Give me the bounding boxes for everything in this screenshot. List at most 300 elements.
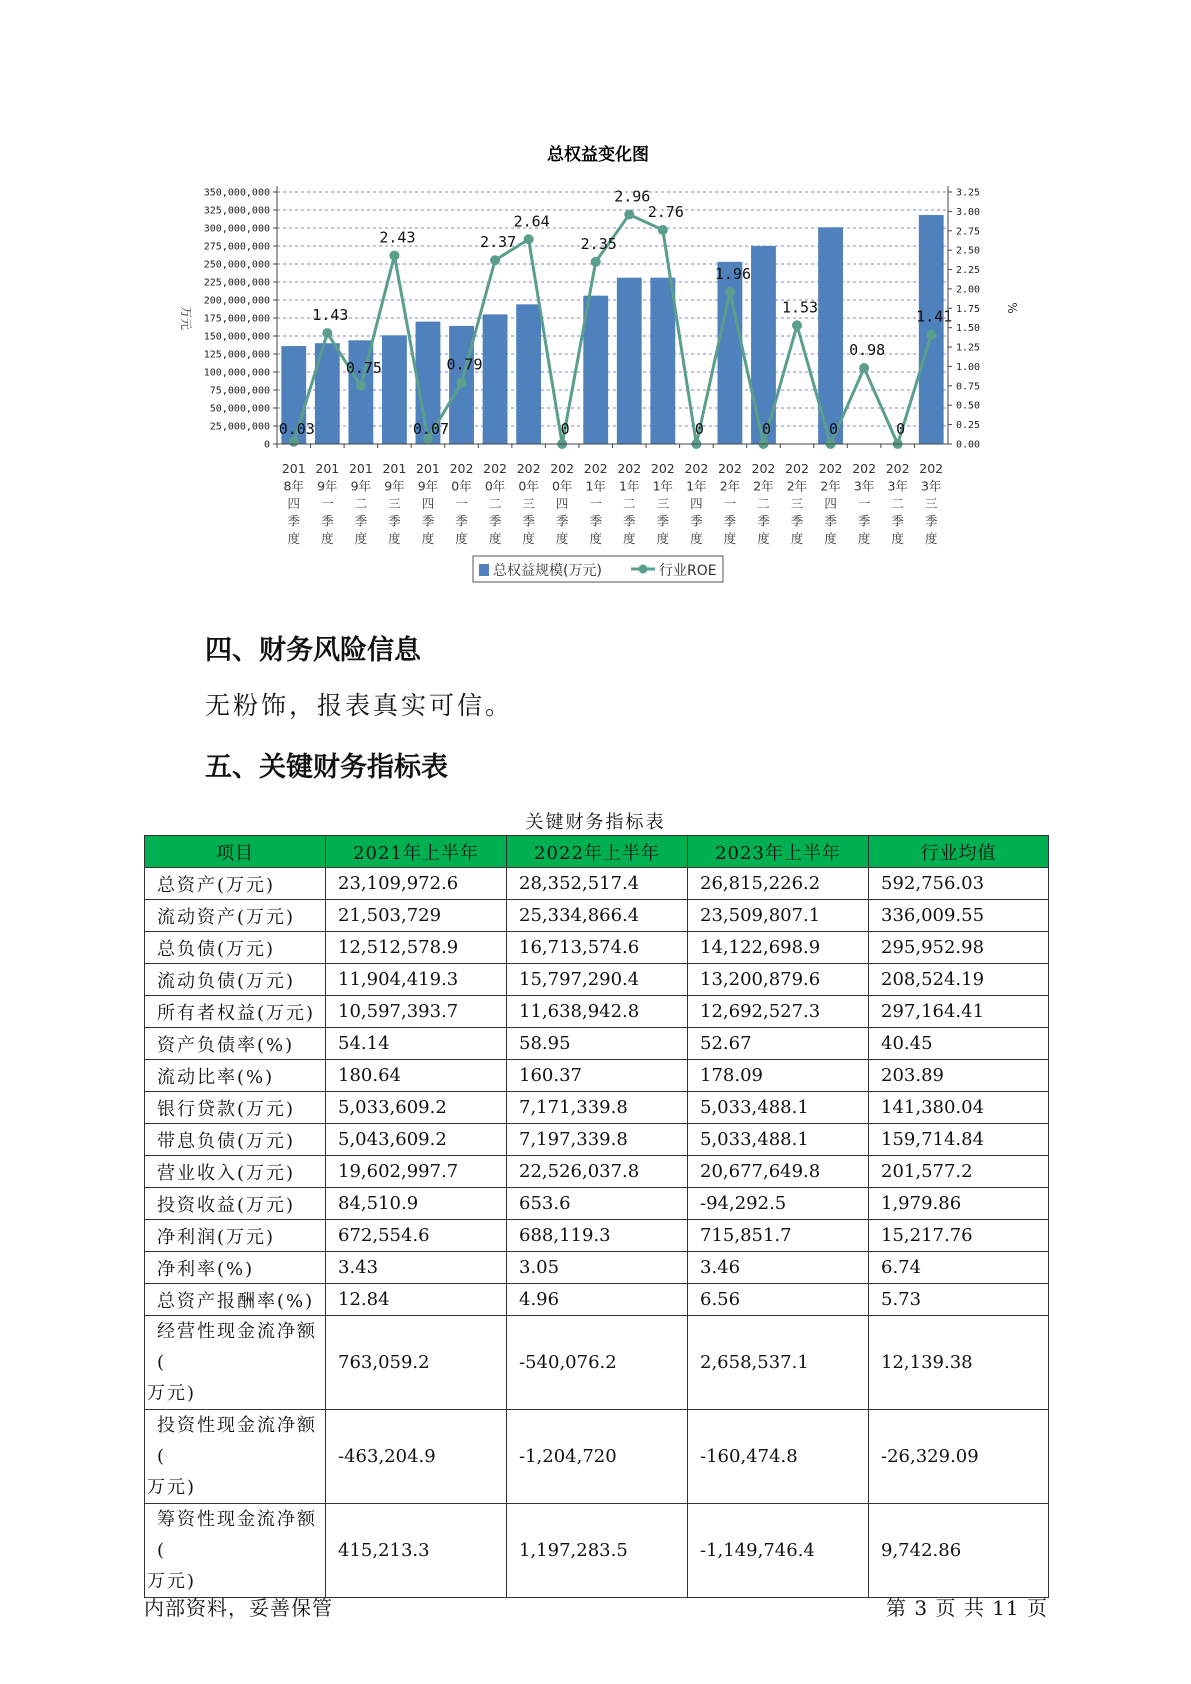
table-row xyxy=(145,900,1049,932)
cell: 15,217.76 xyxy=(869,1220,1049,1252)
right-tick-label: 1.75 xyxy=(956,303,981,315)
right-tick-label: 1.50 xyxy=(956,323,981,335)
left-tick-label: 250,000,000 xyxy=(203,259,270,271)
cell: 12,692,527.3 xyxy=(688,996,869,1028)
x-tick-label: 度 xyxy=(421,531,435,546)
x-tick-label: 三 xyxy=(924,496,938,511)
legend-bar-label: 总权益规模(万元) xyxy=(493,563,602,579)
roe-point xyxy=(289,437,299,447)
header-2021h1: 2021年上半年 xyxy=(326,836,507,868)
cell: 4.96 xyxy=(507,1284,688,1316)
x-tick-label: 季 xyxy=(488,513,502,529)
roe-point xyxy=(457,378,467,388)
x-tick-label: 季 xyxy=(690,513,703,529)
left-tick-label: 325,000,000 xyxy=(203,205,270,217)
roe-data-label: 1.53 xyxy=(781,298,819,317)
table-row xyxy=(145,1124,1049,1156)
cell: 5,033,488.1 xyxy=(688,1092,869,1124)
cell: 5.73 xyxy=(869,1284,1049,1316)
risk-section-text: 无粉饰，报表真实可信。 xyxy=(205,691,514,720)
cell: 160.37 xyxy=(507,1060,688,1092)
cell: 19,602,997.7 xyxy=(326,1156,507,1188)
x-tick-label: 9年 xyxy=(350,478,372,494)
cell: 208,524.19 xyxy=(869,964,1049,996)
header-industry-avg: 行业均值 xyxy=(869,836,1049,868)
x-tick-label: 二 xyxy=(488,496,502,511)
cell: 201,577.2 xyxy=(869,1156,1049,1188)
cell: -1,204,720 xyxy=(507,1410,688,1504)
right-tick-label: 1.25 xyxy=(956,342,981,354)
x-tick-label: 季 xyxy=(924,513,938,529)
x-tick-label: 0年 xyxy=(551,478,573,494)
roe-point xyxy=(624,209,634,219)
x-tick-label: 季 xyxy=(857,513,871,529)
table-caption: 关键财务指标表 xyxy=(525,812,666,833)
left-tick-label: 75,000,000 xyxy=(209,385,270,397)
cell: 12.84 xyxy=(326,1284,507,1316)
left-tick-label: 125,000,000 xyxy=(203,349,270,361)
x-tick-label: 202 xyxy=(852,461,877,476)
row-label-line1: 经营性现金流净额( xyxy=(157,1321,317,1373)
bar xyxy=(516,304,541,444)
cell: 653.6 xyxy=(507,1188,688,1220)
x-tick-label: 三 xyxy=(656,496,670,511)
roe-data-label: 1.41 xyxy=(916,307,953,326)
x-tick-label: 季 xyxy=(589,513,602,529)
left-tick-label: 0 xyxy=(263,439,270,451)
x-tick-label: 季 xyxy=(388,513,401,529)
row-label: 净利率(%) xyxy=(145,1252,326,1284)
roe-data-label: 2.96 xyxy=(614,187,651,206)
x-tick-label: 度 xyxy=(824,531,837,546)
x-tick-label: 2年 xyxy=(719,478,741,494)
row-label-line2: 万元) xyxy=(147,1383,197,1404)
bar xyxy=(919,215,944,444)
x-tick-label: 度 xyxy=(354,531,368,546)
row-label: 总资产(万元) xyxy=(145,868,326,900)
x-tick-label: 度 xyxy=(455,531,468,546)
roe-data-label: 2.35 xyxy=(580,234,617,253)
cell: 2,658,537.1 xyxy=(688,1316,869,1410)
right-tick-label: 2.75 xyxy=(956,226,981,238)
roe-point xyxy=(792,320,802,330)
x-tick-label: 0年 xyxy=(484,478,506,494)
row-label xyxy=(145,1504,326,1598)
left-tick-label: 150,000,000 xyxy=(203,331,270,343)
right-tick-label: 2.25 xyxy=(956,265,981,277)
x-tick-label: 季 xyxy=(354,513,368,529)
table-row xyxy=(145,932,1049,964)
x-tick-label: 四 xyxy=(824,496,837,511)
cell: 20,677,649.8 xyxy=(688,1156,869,1188)
legend-bar-swatch xyxy=(479,564,489,576)
bar xyxy=(583,296,608,444)
cell: 40.45 xyxy=(869,1028,1049,1060)
x-tick-label: 季 xyxy=(656,513,670,529)
x-tick-label: 季 xyxy=(455,513,468,529)
cell: 3.46 xyxy=(688,1252,869,1284)
roe-data-label: 2.64 xyxy=(513,212,550,231)
x-tick-label: 度 xyxy=(287,531,301,546)
table-row xyxy=(145,1504,1049,1598)
x-tick-label: 度 xyxy=(723,531,737,546)
cell: 10,597,393.7 xyxy=(326,996,507,1028)
cell: 180.64 xyxy=(326,1060,507,1092)
roe-point xyxy=(490,255,500,265)
table-row xyxy=(145,1092,1049,1124)
x-tick-label: 3年 xyxy=(920,478,942,494)
cell: 763,059.2 xyxy=(326,1316,507,1410)
x-tick-label: 度 xyxy=(790,531,804,546)
x-tick-label: 三 xyxy=(522,496,535,511)
left-tick-label: 300,000,000 xyxy=(203,223,270,235)
x-tick-label: 四 xyxy=(555,496,569,511)
roe-data-label: 0 xyxy=(761,420,771,438)
footer-page-number: 第 3 页 共 11 页 xyxy=(886,1596,1048,1620)
roe-data-label: 0.07 xyxy=(412,420,450,438)
cell: 672,554.6 xyxy=(326,1220,507,1252)
x-tick-label: 季 xyxy=(723,513,737,529)
x-tick-label: 一 xyxy=(723,496,737,511)
row-label: 净利润(万元) xyxy=(145,1220,326,1252)
bar xyxy=(382,335,407,444)
cell: 21,503,729 xyxy=(326,900,507,932)
table-row xyxy=(145,1060,1049,1092)
cell: 203.89 xyxy=(869,1060,1049,1092)
cell: 6.74 xyxy=(869,1252,1049,1284)
roe-data-label: 0.79 xyxy=(446,355,483,374)
x-tick-label: 3年 xyxy=(887,478,908,494)
x-tick-label: 度 xyxy=(623,531,636,546)
table-row xyxy=(145,996,1049,1028)
row-label xyxy=(145,1316,326,1410)
cell: 13,200,879.6 xyxy=(688,964,869,996)
table-row xyxy=(145,964,1049,996)
row-label-line1: 筹资性现金流净额( xyxy=(157,1509,317,1561)
left-tick-label: 225,000,000 xyxy=(203,277,270,289)
kpi-table xyxy=(144,835,1049,1598)
row-label: 总负债(万元) xyxy=(145,932,326,964)
x-tick-label: 9年 xyxy=(417,478,439,494)
cell: 14,122,698.9 xyxy=(688,932,869,964)
cell: 25,334,866.4 xyxy=(507,900,688,932)
left-axis-title: 万元 xyxy=(179,305,193,331)
cell: 16,713,574.6 xyxy=(507,932,688,964)
x-tick-label: 201 xyxy=(281,461,306,476)
x-tick-label: 202 xyxy=(449,461,474,476)
equity-chart-svg xyxy=(0,0,1191,600)
cell: 5,033,488.1 xyxy=(688,1124,869,1156)
row-label-line2: 万元) xyxy=(147,1571,197,1592)
roe-point xyxy=(591,257,601,267)
x-tick-label: 二 xyxy=(354,496,368,511)
x-tick-label: 季 xyxy=(824,513,837,529)
cell: 159,714.84 xyxy=(869,1124,1049,1156)
x-tick-label: 季 xyxy=(555,513,569,529)
row-label: 流动比率(%) xyxy=(145,1060,326,1092)
right-tick-label: 2.50 xyxy=(956,245,981,257)
roe-point xyxy=(524,234,534,244)
left-tick-label: 200,000,000 xyxy=(203,295,270,307)
roe-data-label: 0 xyxy=(560,420,570,438)
table-header-row xyxy=(145,836,1049,868)
cell: -463,204.9 xyxy=(326,1410,507,1504)
row-label-line1: 投资性现金流净额( xyxy=(157,1415,317,1467)
x-tick-label: 202 xyxy=(550,461,575,476)
cell: 11,904,419.3 xyxy=(326,964,507,996)
x-tick-label: 四 xyxy=(690,496,703,511)
roe-data-label: 1.96 xyxy=(714,265,751,284)
x-tick-label: 1年 xyxy=(652,478,674,494)
row-label: 资产负债率(%) xyxy=(145,1028,326,1060)
row-label: 带息负债(万元) xyxy=(145,1124,326,1156)
right-tick-label: 1.00 xyxy=(956,361,981,373)
x-tick-label: 201 xyxy=(416,461,440,476)
x-tick-label: 202 xyxy=(483,461,508,476)
table-row xyxy=(145,868,1049,900)
x-tick-label: 度 xyxy=(589,531,602,546)
bar xyxy=(483,314,508,444)
table-row xyxy=(145,1156,1049,1188)
cell: -94,292.5 xyxy=(688,1188,869,1220)
x-tick-label: 度 xyxy=(555,531,569,546)
x-tick-label: 度 xyxy=(891,531,904,546)
cell: 141,380.04 xyxy=(869,1092,1049,1124)
row-label xyxy=(145,1410,326,1504)
x-tick-label: 度 xyxy=(690,531,703,546)
chart-title: 总权益变化图 xyxy=(547,145,649,165)
x-tick-label: 三 xyxy=(790,496,804,511)
cell: 7,197,339.8 xyxy=(507,1124,688,1156)
x-tick-label: 二 xyxy=(891,496,904,511)
row-label-line2: 万元) xyxy=(147,1477,197,1498)
x-tick-label: 季 xyxy=(522,513,535,529)
x-tick-label: 度 xyxy=(924,531,938,546)
x-tick-label: 202 xyxy=(751,461,776,476)
bar xyxy=(617,278,642,444)
table-row xyxy=(145,1316,1049,1410)
x-tick-label: 202 xyxy=(684,461,709,476)
cell: 295,952.98 xyxy=(869,932,1049,964)
x-tick-label: 1年 xyxy=(686,478,707,494)
cell: 178.09 xyxy=(688,1060,869,1092)
cell: 12,512,578.9 xyxy=(326,932,507,964)
footer-confidential-note: 内部资料，妥善保管 xyxy=(144,1596,333,1620)
x-tick-label: 202 xyxy=(650,461,675,476)
bar xyxy=(650,278,675,444)
x-tick-label: 季 xyxy=(757,513,770,529)
left-tick-label: 275,000,000 xyxy=(203,241,270,253)
cell: 11,638,942.8 xyxy=(507,996,688,1028)
roe-data-label: 2.37 xyxy=(480,233,517,252)
left-tick-label: 350,000,000 xyxy=(203,187,270,199)
x-tick-label: 四 xyxy=(421,496,435,511)
left-tick-label: 100,000,000 xyxy=(203,367,270,379)
roe-data-label: 0 xyxy=(694,420,704,438)
cell: 23,109,972.6 xyxy=(326,868,507,900)
table-row xyxy=(145,1252,1049,1284)
roe-point xyxy=(356,381,366,391)
x-tick-label: 度 xyxy=(321,531,334,546)
x-tick-label: 3年 xyxy=(853,478,875,494)
x-tick-label: 202 xyxy=(516,461,541,476)
roe-data-label: 0.98 xyxy=(849,341,886,360)
x-tick-label: 一 xyxy=(321,496,334,511)
roe-data-label: 1.43 xyxy=(312,306,349,325)
table-row xyxy=(145,1284,1049,1316)
x-tick-label: 1年 xyxy=(619,478,640,494)
cell: -1,149,746.4 xyxy=(688,1504,869,1598)
x-tick-label: 度 xyxy=(757,531,770,546)
roe-data-label: 0 xyxy=(829,420,839,438)
x-tick-label: 202 xyxy=(818,461,843,476)
x-tick-label: 202 xyxy=(583,461,608,476)
x-tick-label: 季 xyxy=(321,513,334,529)
cell: 22,526,037.8 xyxy=(507,1156,688,1188)
row-label: 银行贷款(万元) xyxy=(145,1092,326,1124)
roe-data-label: 2.43 xyxy=(379,228,416,247)
roe-point xyxy=(322,328,332,338)
cell: 688,119.3 xyxy=(507,1220,688,1252)
x-tick-label: 度 xyxy=(857,531,871,546)
equity-chart xyxy=(0,0,1191,600)
right-tick-label: 3.25 xyxy=(956,187,981,199)
row-label: 营业收入(万元) xyxy=(145,1156,326,1188)
cell: 15,797,290.4 xyxy=(507,964,688,996)
roe-point xyxy=(725,287,735,297)
roe-point xyxy=(859,363,869,373)
left-tick-label: 25,000,000 xyxy=(209,421,270,433)
cell: 297,164.41 xyxy=(869,996,1049,1028)
x-tick-label: 季 xyxy=(287,513,301,529)
x-tick-label: 度 xyxy=(522,531,535,546)
x-tick-label: 0年 xyxy=(451,478,472,494)
cell: 28,352,517.4 xyxy=(507,868,688,900)
x-tick-label: 季 xyxy=(421,513,435,529)
x-tick-label: 度 xyxy=(656,531,670,546)
roe-data-label: 2.76 xyxy=(647,202,684,221)
x-tick-label: 度 xyxy=(488,531,502,546)
cell: 3.43 xyxy=(326,1252,507,1284)
x-tick-label: 季 xyxy=(623,513,636,529)
cell: 415,213.3 xyxy=(326,1504,507,1598)
row-label: 总资产报酬率(%) xyxy=(145,1284,326,1316)
row-label: 流动资产(万元) xyxy=(145,900,326,932)
header-2022h1: 2022年上半年 xyxy=(507,836,688,868)
x-tick-label: 202 xyxy=(785,461,809,476)
cell: 9,742.86 xyxy=(869,1504,1049,1598)
x-tick-label: 2年 xyxy=(786,478,808,494)
x-tick-label: 201 xyxy=(348,461,373,476)
kpi-section-heading: 五、关键财务指标表 xyxy=(205,752,448,783)
cell: 336,009.55 xyxy=(869,900,1049,932)
header-item: 项目 xyxy=(145,836,326,868)
x-tick-label: 0年 xyxy=(518,478,539,494)
x-tick-label: 二 xyxy=(757,496,770,511)
right-tick-label: 0.75 xyxy=(956,381,981,393)
left-tick-label: 50,000,000 xyxy=(209,403,270,415)
x-tick-label: 202 xyxy=(717,461,742,476)
row-label: 所有者权益(万元) xyxy=(145,996,326,1028)
right-tick-label: 0.25 xyxy=(956,420,981,432)
cell: 1,197,283.5 xyxy=(507,1504,688,1598)
legend-line-marker xyxy=(639,565,648,574)
x-tick-label: 四 xyxy=(287,496,301,511)
x-tick-label: 三 xyxy=(388,496,401,511)
cell: 6.56 xyxy=(688,1284,869,1316)
cell: -160,474.8 xyxy=(688,1410,869,1504)
right-tick-label: 3.00 xyxy=(956,206,981,218)
x-tick-label: 一 xyxy=(857,496,871,511)
legend-line-label: 行业ROE xyxy=(659,563,717,579)
roe-point xyxy=(389,251,399,261)
cell: 1,979.86 xyxy=(869,1188,1049,1220)
x-tick-label: 季 xyxy=(790,513,804,529)
cell: 26,815,226.2 xyxy=(688,868,869,900)
right-tick-label: 2.00 xyxy=(956,284,981,296)
right-axis-title: % xyxy=(1005,302,1019,314)
roe-data-label: 0.03 xyxy=(278,420,315,438)
roe-point xyxy=(658,225,668,235)
x-tick-label: 202 xyxy=(885,461,910,476)
x-tick-label: 9年 xyxy=(317,478,338,494)
cell: 23,509,807.1 xyxy=(688,900,869,932)
table-row xyxy=(145,1028,1049,1060)
table-row xyxy=(145,1220,1049,1252)
cell: 3.05 xyxy=(507,1252,688,1284)
x-tick-label: 2年 xyxy=(753,478,774,494)
x-tick-label: 9年 xyxy=(384,478,405,494)
row-label: 投资收益(万元) xyxy=(145,1188,326,1220)
row-label: 流动负债(万元) xyxy=(145,964,326,996)
roe-point xyxy=(926,330,936,340)
x-tick-label: 8年 xyxy=(283,478,305,494)
x-tick-label: 201 xyxy=(315,461,340,476)
roe-data-label: 0.75 xyxy=(345,358,382,377)
cell: 5,033,609.2 xyxy=(326,1092,507,1124)
cell: 7,171,339.8 xyxy=(507,1092,688,1124)
x-tick-label: 一 xyxy=(589,496,602,511)
cell: -540,076.2 xyxy=(507,1316,688,1410)
roe-data-label: 0 xyxy=(896,420,906,438)
x-tick-label: 度 xyxy=(388,531,401,546)
x-tick-label: 季 xyxy=(891,513,904,529)
cell: 58.95 xyxy=(507,1028,688,1060)
cell: 592,756.03 xyxy=(869,868,1049,900)
x-tick-label: 1年 xyxy=(585,478,606,494)
cell: 52.67 xyxy=(688,1028,869,1060)
cell: 84,510.9 xyxy=(326,1188,507,1220)
risk-section-heading: 四、财务风险信息 xyxy=(205,635,421,666)
cell: 715,851.7 xyxy=(688,1220,869,1252)
x-tick-label: 202 xyxy=(617,461,642,476)
x-tick-label: 201 xyxy=(382,461,407,476)
right-tick-label: 0.00 xyxy=(956,439,981,451)
cell: -26,329.09 xyxy=(869,1410,1049,1504)
right-tick-label: 0.50 xyxy=(956,400,981,412)
table-row xyxy=(145,1410,1049,1504)
cell: 5,043,609.2 xyxy=(326,1124,507,1156)
cell: 12,139.38 xyxy=(869,1316,1049,1410)
x-tick-label: 202 xyxy=(919,461,944,476)
header-2023h1: 2023年上半年 xyxy=(688,836,869,868)
table-row xyxy=(145,1188,1049,1220)
left-tick-label: 175,000,000 xyxy=(203,313,270,325)
x-tick-label: 一 xyxy=(455,496,468,511)
x-tick-label: 2年 xyxy=(820,478,841,494)
x-tick-label: 二 xyxy=(623,496,636,511)
cell: 54.14 xyxy=(326,1028,507,1060)
